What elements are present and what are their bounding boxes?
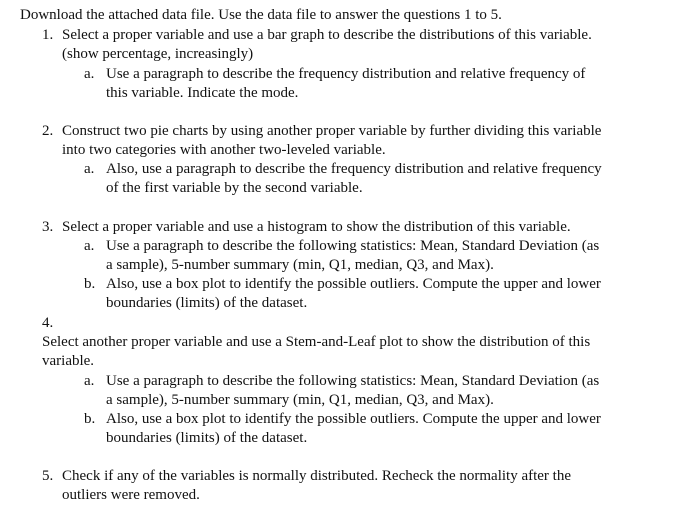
part-letter: a. <box>84 161 95 177</box>
question-number: 4. <box>42 315 54 331</box>
question-3-part-a <box>84 237 599 275</box>
question-text-line: Select a proper variable and use a bar graph to describe the distributions of this variable. <box>62 27 592 43</box>
part-text-line: Use a paragraph to describe the following statistics: Mean, Standard Deviation (as <box>106 238 600 254</box>
instructions-intro: Download the attached data file. Use the data file to answer the questions 1 to 5. <box>20 7 502 23</box>
question-2 <box>42 122 601 160</box>
part-text-line: Use a paragraph to describe the frequency distribution and relative frequency of <box>106 66 586 82</box>
part-letter: b. <box>84 276 96 292</box>
part-text-line: boundaries (limits) of the dataset. <box>106 430 308 446</box>
question-4-part-a <box>84 372 599 410</box>
part-letter: a. <box>84 238 95 254</box>
question-5 <box>42 467 571 505</box>
question-4-part-b <box>84 410 601 448</box>
part-letter: a. <box>84 66 95 82</box>
question-3 <box>42 218 571 237</box>
part-text-line: Use a paragraph to describe the following statistics: Mean, Standard Deviation (as <box>106 373 600 389</box>
question-text-line: Check if any of the variables is normally distributed. Recheck the normality after the <box>62 468 572 484</box>
question-text-line: (show percentage, increasingly) <box>62 46 254 62</box>
question-text-line: variable. <box>42 353 95 369</box>
question-4 <box>42 314 590 371</box>
part-text-line: this variable. Indicate the mode. <box>106 85 299 101</box>
question-1 <box>42 26 592 64</box>
part-letter: a. <box>84 373 95 389</box>
part-text-line: Also, use a box plot to identify the possible outliers. Compute the upper and lower <box>106 411 601 427</box>
part-text-line: of the first variable by the second variable. <box>106 180 363 196</box>
question-number: 2. <box>42 123 54 139</box>
question-number: 5. <box>42 468 54 484</box>
question-number: 1. <box>42 27 54 43</box>
question-2-part-a <box>84 160 602 198</box>
question-text-line: into two categories with another two-leveled variable. <box>62 142 386 158</box>
part-text-line: a sample), 5-number summary (min, Q1, median, Q3, and Max). <box>106 257 494 273</box>
part-text-line: boundaries (limits) of the dataset. <box>106 295 308 311</box>
question-text-line: Select a proper variable and use a histogram to show the distribution of this variable. <box>62 219 571 235</box>
question-3-part-b <box>84 275 601 313</box>
part-letter: b. <box>84 411 96 427</box>
part-text-line: Also, use a box plot to identify the possible outliers. Compute the upper and lower <box>106 276 601 292</box>
part-text-line: a sample), 5-number summary (min, Q1, median, Q3, and Max). <box>106 392 494 408</box>
question-text-line: outliers were removed. <box>62 487 200 503</box>
question-text-line: Construct two pie charts by using another proper variable by further dividing this variable <box>62 123 602 139</box>
part-text-line: Also, use a paragraph to describe the frequency distribution and relative frequency <box>106 161 602 177</box>
question-1-part-a <box>84 65 585 103</box>
question-number: 3. <box>42 219 54 235</box>
question-text-line: Select another proper variable and use a Stem-and-Leaf plot to show the distribution of this <box>42 334 591 350</box>
